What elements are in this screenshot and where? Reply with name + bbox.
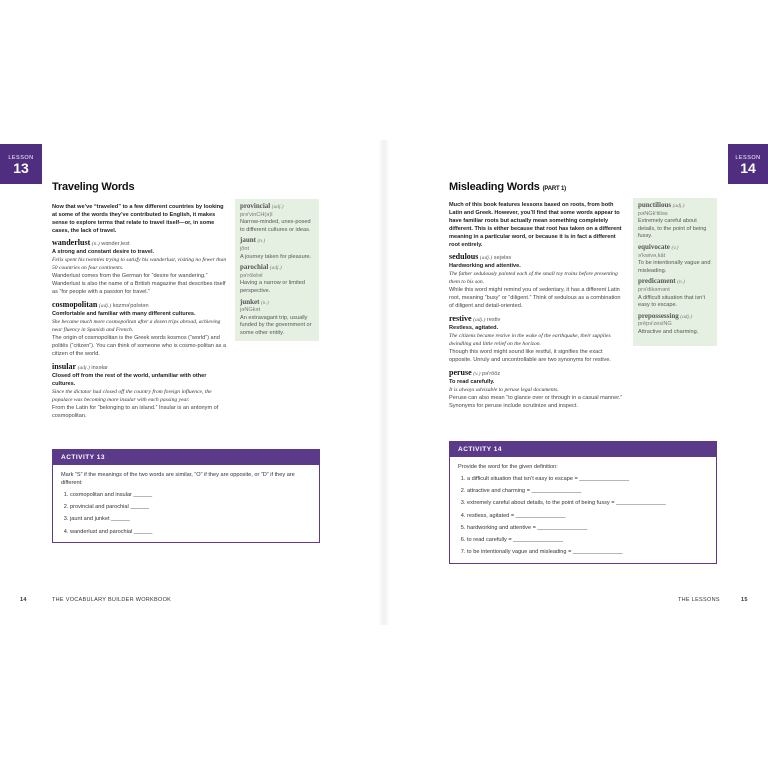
part-of-speech: (adj.) — [479, 255, 493, 261]
main-column-left — [52, 203, 228, 425]
sidebar-entry — [240, 264, 314, 295]
definition: A difficult situation that isn’t easy to escape. — [638, 294, 706, 309]
activity-instructions: Mark “S” if the meanings of the two words are similar, “O” if they are opposite, or “D” if they are different: — [61, 472, 295, 486]
activity-instructions: Provide the word for the given definition: — [458, 464, 558, 470]
part-of-speech: (n.) — [91, 241, 100, 247]
part-of-speech: (adj.) — [77, 365, 90, 371]
entry-list — [52, 239, 228, 420]
pronunciation: wɑnder,lest — [101, 241, 130, 247]
pronunciation: prēpə'zesiNG — [638, 321, 672, 328]
definition: An extravagant trip, usually funded by the government or some other entity. — [240, 314, 312, 336]
pronunciation: ə'kwivə,kāt — [638, 252, 666, 259]
activity-item: 5. hardworking and attentive = ________________ — [467, 524, 708, 532]
headword: jaunt — [240, 236, 256, 245]
activity-item: 2. attractive and charming = ________________ — [467, 487, 708, 495]
main-column-right — [449, 201, 625, 415]
sidebar-entry-header — [240, 299, 314, 308]
sidebar-entry — [638, 202, 712, 241]
sidebar-list — [240, 203, 314, 338]
vocab-entry — [449, 253, 625, 310]
page-title-text: Misleading Words — [449, 181, 540, 193]
definition: Comfortable and familiar with many different cultures. — [52, 311, 196, 317]
activity-item: 4. wanderlust and parochial ______ — [70, 528, 311, 536]
definition: A strong and constant desire to travel. — [52, 249, 155, 255]
lesson-label: LESSON — [8, 155, 34, 161]
vocab-entry — [52, 363, 228, 420]
activity-item: 4. restless, agitated = ________________ — [467, 512, 708, 520]
part-of-speech: (adj.) — [672, 203, 685, 209]
pronunciation: pə'rōōz — [482, 371, 501, 377]
definition: Attractive and charming. — [638, 328, 699, 335]
pronunciation: restiv — [486, 317, 501, 323]
part-of-speech: (adj.) — [473, 317, 486, 323]
definition: Having a narrow or limited perspective. — [240, 280, 305, 294]
headword: punctilious — [638, 201, 672, 209]
page-title-left: Traveling Words — [52, 181, 135, 193]
page-number-left: 14 — [20, 597, 27, 603]
sidebar-list — [638, 202, 712, 337]
etymology-note: The origin of cosmopolitan is the Greek words kosmos (“world”) and politēs (“citizen”). You can think of someone who is cosmo-politan as a citizen of the world. — [52, 335, 227, 357]
sidebar-entry-header — [638, 244, 712, 253]
sidebar-entry-header — [240, 264, 314, 273]
pronunciation: pə'rōkēəl — [240, 272, 263, 279]
sidebar-entry — [638, 313, 712, 337]
pronunciation: prə'dikəmənt — [638, 286, 670, 293]
sidebar-entry-header — [240, 237, 314, 246]
activity-item: 3. extremely careful about details, to the point of being fussy = ________________ — [467, 499, 708, 507]
headword: peruse — [449, 368, 472, 377]
activity-items — [61, 491, 311, 536]
entry-header — [52, 363, 228, 372]
entry-header — [52, 301, 228, 310]
headword: cosmopolitan — [52, 300, 98, 309]
sidebar-entry — [638, 244, 712, 275]
page-number-right: 15 — [741, 597, 748, 603]
example-sentence: The father sedulously painted each of the small toy trains before presenting them to his son. — [449, 271, 618, 285]
entry-header — [52, 239, 228, 248]
headword: sedulous — [449, 252, 479, 261]
etymology-note: From the Latin for “belonging to an island.” Insular is an antonym of cosmopolitan. — [52, 405, 219, 419]
example-sentence: It is always advisable to peruse legal documents. — [449, 387, 559, 393]
headword: parochial — [240, 263, 269, 272]
example-sentence: The citizens became restive in the wake of the earthquake, their supplies dwindling and little relief on the horizon. — [449, 333, 611, 347]
example-sentence: Since the dictator had closed off the country from foreign influence, the populace was becoming more insular with each passing year. — [52, 389, 212, 403]
definition: Extremely careful about details, to the point of being fussy. — [638, 218, 707, 240]
example-sentence: She became much more cosmopolitan after a dozen trips abroad, achieving near fluency in Spanish and French. — [52, 319, 221, 333]
sidebar-right — [633, 198, 717, 346]
sidebar-entry-header — [638, 313, 712, 322]
sidebar-left — [235, 199, 319, 341]
activity-item: 1. cosmopolitan and insular ______ — [70, 491, 311, 499]
vocab-entry — [449, 315, 625, 364]
activity-title: ACTIVITY 14 — [450, 442, 716, 457]
activity-item: 2. provincial and parochial ______ — [70, 503, 311, 511]
part-of-speech: (v.) — [473, 371, 481, 377]
definition: Hardworking and attentive. — [449, 263, 521, 269]
example-sentence: Felix spent his twenties trying to satisfy his wanderlust, visiting no fewer than 50 countries on four continents. — [52, 257, 227, 271]
definition: Restless, agitated. — [449, 325, 499, 331]
sidebar-entry — [638, 278, 712, 309]
headword: equivocate — [638, 242, 670, 251]
lesson-tab-right — [728, 144, 768, 184]
headword: provincial — [240, 202, 271, 210]
sidebar-entry — [240, 299, 314, 338]
activity-item: 7. to be intentionally vague and misleading = ________________ — [467, 548, 708, 556]
sidebar-entry — [240, 203, 314, 234]
vocab-entry — [449, 369, 625, 410]
pronunciation: kɑzmə'pɑlətən — [112, 303, 149, 309]
activity-item: 3. jaunt and junket ______ — [70, 515, 311, 523]
lesson-number: 13 — [13, 160, 29, 176]
headword: wanderlust — [52, 238, 91, 247]
sidebar-entry — [240, 237, 314, 261]
etymology-note: Though this word might sound like restful, it signifies the exact opposite. Unruly and uncontrollable are two synonyms for restive. — [449, 349, 611, 363]
etymology-note: Peruse can also mean “to glance over or through in a casual manner.” Synonyms for peruse include scrutinize and inspect. — [449, 395, 623, 409]
part-of-speech: (adj.) — [98, 303, 112, 309]
intro-paragraph: Much of this book features lessons based on roots, from both Latin and Greek. However, you’ll find that some words appear to have familiar roots but actually mean something completely different. This is either because that root has taken on a different meaning in a particular word, or because it is in fact a different root entirely. — [449, 202, 622, 248]
entry-header — [449, 253, 625, 262]
definition: Closed off from the rest of the world, unfamiliar with other cultures. — [52, 373, 207, 387]
vocab-entry — [52, 239, 228, 296]
running-footer-left: THE VOCABULARY BUILDER WORKBOOK — [52, 597, 172, 603]
running-footer-right: THE LESSONS — [678, 597, 720, 603]
headword: junket — [240, 297, 260, 306]
page-title-right — [449, 181, 566, 193]
pronunciation: prə'vinCH(ə)l — [240, 211, 273, 218]
pronunciation: jônt — [240, 245, 250, 252]
page-gutter — [378, 140, 390, 625]
etymology-note: Wanderlust comes from the German for “desire for wandering.” Wanderlust is also the name of a British magazine that describes itself as “for people with a passion for travel.” — [52, 273, 226, 295]
part-of-speech: (n.) — [261, 299, 269, 306]
page-title-part: (PART 1) — [542, 186, 566, 192]
definition: A journey taken for pleasure. — [240, 253, 312, 260]
etymology-note: While this word might remind you of sedentary, it has a different Latin root, meaning “busy” or “diligent.” Think of sedulous as a combination of diligent and detail-oriented. — [449, 287, 621, 309]
intro-paragraph: Now that we’ve “traveled” to a few different countries by looking at some of the words they’ve contributed to English, it makes sense to explore terms that relate to travel itself—or, in some cases, the lack of travel. — [52, 204, 224, 234]
part-of-speech: (adj.) — [271, 204, 284, 210]
pronunciation: jəNGkət — [240, 307, 261, 314]
lesson-label: LESSON — [735, 155, 761, 161]
activity-title: ACTIVITY 13 — [53, 450, 319, 465]
lesson-tab-left — [0, 144, 42, 184]
part-of-speech: (n.) — [677, 279, 685, 286]
headword: insular — [52, 362, 77, 371]
part-of-speech: (v.) — [671, 244, 679, 251]
pronunciation: sejələs — [493, 255, 512, 261]
activity-item: 6. to read carefully = ________________ — [467, 536, 708, 544]
definition: To read carefully. — [449, 379, 495, 385]
activity-item: 1. a difficult situation that isn’t easy to escape = ________________ — [467, 475, 708, 483]
sidebar-entry-header — [638, 202, 712, 211]
part-of-speech: (n.) — [257, 238, 266, 245]
entry-list — [449, 253, 625, 410]
sidebar-entry-header — [638, 278, 712, 287]
part-of-speech: (adj.) — [680, 313, 693, 320]
activity-14-box — [449, 441, 717, 564]
sidebar-entry-header — [240, 203, 314, 212]
definition: To be intentionally vague and misleading. — [638, 260, 711, 274]
headword: restive — [449, 314, 472, 323]
activity-items — [458, 475, 708, 556]
headword: prepossessing — [638, 311, 679, 320]
entry-header — [449, 315, 625, 324]
pronunciation: insəlar — [91, 365, 108, 371]
entry-header — [449, 369, 625, 378]
pronunciation: pəNGk'tiliəs — [638, 210, 668, 217]
lesson-number: 14 — [740, 160, 756, 176]
headword: predicament — [638, 277, 676, 286]
definition: Narrow-minded, unex-posed to different cultures or ideas. — [240, 219, 311, 233]
part-of-speech: (adj.) — [269, 265, 282, 272]
vocab-entry — [52, 301, 228, 358]
activity-13-box — [52, 449, 320, 543]
